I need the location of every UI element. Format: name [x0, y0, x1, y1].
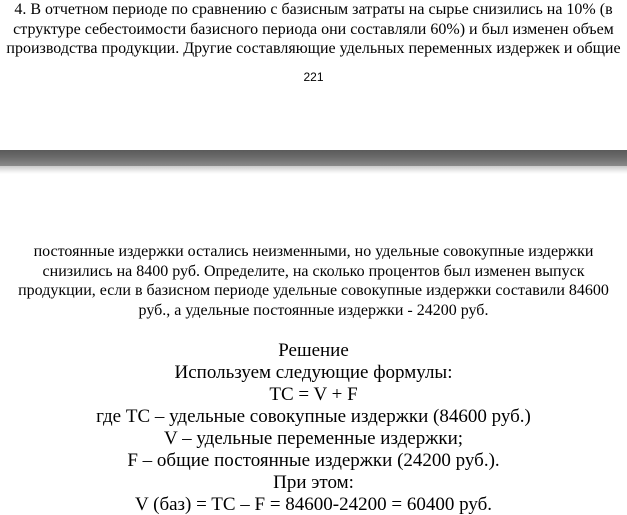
solution-def-f: F – общие постоянные издержки (24200 руб.).	[127, 450, 500, 471]
solution-formula-tc: TC = V + F	[269, 384, 358, 405]
continuation-line-4: руб., а удельные постоянные издержки - 24200 руб.	[138, 301, 489, 319]
continuation-line-1: постоянные издержки остались неизменными, но удельные совокупные издержки	[33, 243, 594, 260]
solution-heading: Решение	[278, 340, 349, 361]
problem-line-1: 4. В отчетном периоде по сравнению с базисным затраты на сырье снизились на 10% (в	[14, 1, 613, 18]
solution-section	[0, 340, 627, 515]
solution-def-tc: где TC – удельные совокупные издержки (84600 руб.)	[96, 406, 531, 427]
problem-line-2: структуре себестоимости базисного периода они составляли 60%) и был изменен объем	[13, 20, 614, 38]
continuation-line-2: снизились на 8400 руб. Определите, на сколько процентов был изменен выпуск	[42, 262, 585, 280]
continuation-line-3: продукции, если в базисном периоде удельные совокупные издержки составили 84600	[18, 282, 609, 299]
solution-line-formulas: Используем следующие формулы:	[174, 362, 453, 383]
problem-line-3: производства продукции. Другие составляющие удельных переменных издержек и общие	[6, 40, 621, 57]
solution-calc-v: V (баз) = TC – F = 84600-24200 = 60400 руб.	[134, 494, 493, 515]
page-number: 221	[303, 70, 324, 84]
continuation-paragraph	[0, 242, 627, 320]
problem-paragraph	[0, 0, 627, 59]
page-separator-shadow	[0, 166, 627, 174]
solution-note: При этом:	[273, 472, 354, 493]
solution-def-v: V – удельные переменные издержки;	[163, 428, 464, 449]
page-separator	[0, 150, 627, 166]
